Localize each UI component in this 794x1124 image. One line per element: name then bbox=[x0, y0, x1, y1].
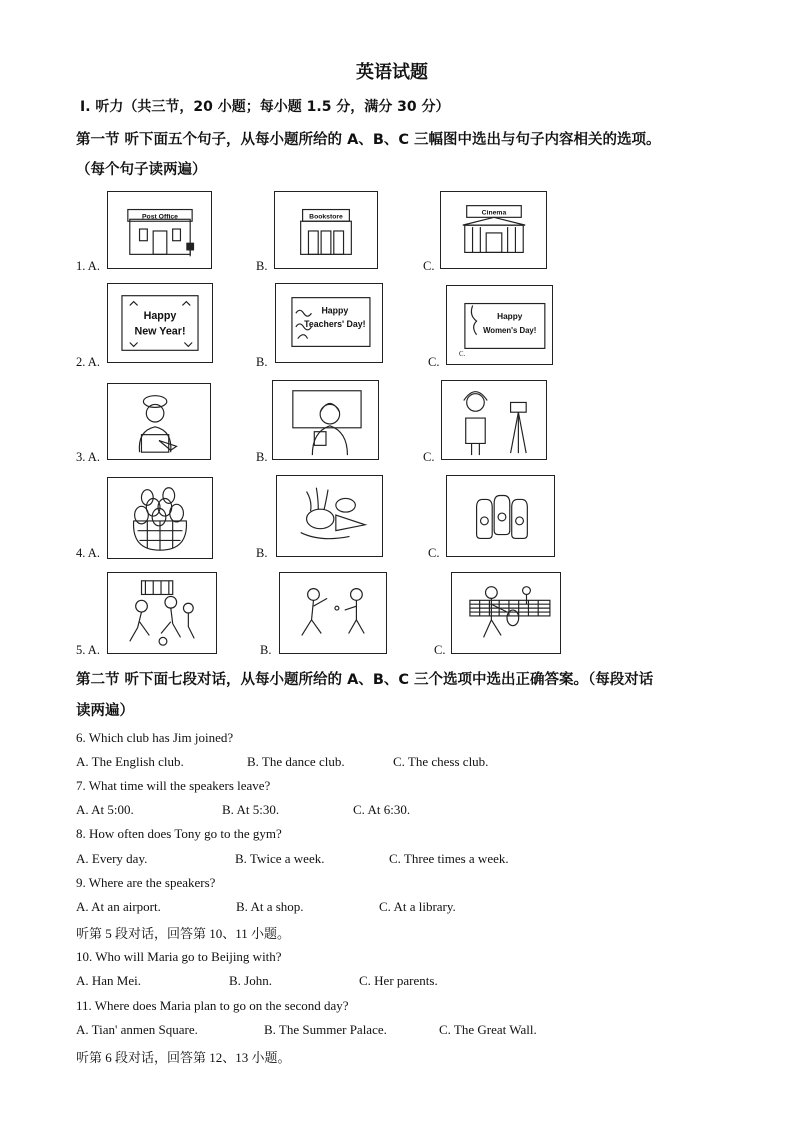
q7-option-c: C. At 6:30. bbox=[353, 802, 411, 817]
q10-option-b: B. John. bbox=[229, 973, 272, 988]
teachers-day-card-picture bbox=[275, 283, 383, 363]
section1-heading-cont: （每个句子读两遍） bbox=[76, 162, 207, 178]
page-title: 英语试题 bbox=[356, 62, 428, 83]
baseball-picture bbox=[279, 572, 387, 654]
q3-label-c: C. bbox=[423, 450, 435, 464]
womens-day-card-picture bbox=[446, 285, 553, 365]
q1-label-b: B. bbox=[256, 259, 268, 273]
part1-heading: Ⅰ. 听力（共三节，20 小题；每小题 1.5 分，满分 30 分） bbox=[80, 99, 450, 115]
question-10: 10. Who will Maria go to Beijing with? bbox=[76, 949, 282, 964]
new-year-card-picture bbox=[107, 283, 213, 363]
q5-label-c: C. bbox=[434, 643, 446, 657]
q8-option-b: B. Twice a week. bbox=[235, 851, 325, 866]
q2-label-c: C. bbox=[428, 355, 440, 369]
bookstore-sign: Bookstore bbox=[309, 213, 343, 221]
card-womens-day-text: Women's Day! bbox=[483, 325, 537, 335]
q9-option-b: B. At a shop. bbox=[236, 899, 304, 914]
question-8: 8. How often does Tony go to the gym? bbox=[76, 826, 282, 841]
dialogue-6-note: 听第 6 段对话，回答第 12、13 小题。 bbox=[76, 1050, 291, 1065]
card-teachers-day-text: Teachers' Day! bbox=[304, 318, 366, 329]
cook-picture bbox=[107, 383, 211, 460]
q6-option-a: A. The English club. bbox=[76, 754, 184, 769]
question-11: 11. Where does Maria plan to go on the second day? bbox=[76, 998, 349, 1013]
q7-option-a: A. At 5:00. bbox=[76, 802, 134, 817]
card-new-year-text: New Year! bbox=[134, 325, 186, 338]
q3-label-a: 3. A. bbox=[76, 450, 100, 464]
question-9: 9. Where are the speakers? bbox=[76, 875, 216, 890]
section2-heading-cont: 读两遍） bbox=[76, 703, 134, 719]
q8-option-c: C. Three times a week. bbox=[389, 851, 509, 866]
q9-option-a: A. At an airport. bbox=[76, 899, 161, 914]
vegetables-picture bbox=[276, 475, 383, 557]
card-happy-text: Happy bbox=[497, 312, 523, 322]
q11-option-b: B. The Summer Palace. bbox=[264, 1022, 387, 1037]
q8-option-a: A. Every day. bbox=[76, 851, 148, 866]
tennis-picture bbox=[451, 572, 561, 654]
q1-label-a: 1. A. bbox=[76, 259, 100, 273]
q10-option-c: C. Her parents. bbox=[359, 973, 438, 988]
q5-label-b: B. bbox=[260, 643, 272, 657]
card-corner-mark: C. bbox=[459, 351, 466, 359]
question-6: 6. Which club has Jim joined? bbox=[76, 730, 234, 745]
q2-label-b: B. bbox=[256, 355, 268, 369]
soccer-picture bbox=[107, 572, 217, 654]
dialogue-5-note: 听第 5 段对话，回答第 10、11 小题。 bbox=[76, 926, 291, 941]
q4-label-a: 4. A. bbox=[76, 546, 100, 560]
cinema-picture bbox=[440, 191, 547, 269]
q11-option-c: C. The Great Wall. bbox=[439, 1022, 537, 1037]
q4-label-c: C. bbox=[428, 546, 440, 560]
milk-bottles-picture bbox=[446, 475, 555, 557]
cinema-sign: Cinema bbox=[481, 209, 507, 217]
reporter-picture bbox=[441, 380, 547, 460]
post-office-picture bbox=[107, 191, 212, 269]
teacher-picture bbox=[272, 380, 379, 460]
bookstore-picture bbox=[274, 191, 378, 269]
q6-option-b: B. The dance club. bbox=[247, 754, 345, 769]
card-happy-text: Happy bbox=[321, 305, 349, 316]
section1-heading: 第一节 听下面五个句子，从每小题所给的 A、B、C 三幅图中选出与句子内容相关的选项。 bbox=[76, 132, 661, 148]
q11-option-a: A. Tian' anmen Square. bbox=[76, 1022, 198, 1037]
q5-label-a: 5. A. bbox=[76, 643, 100, 657]
q10-option-a: A. Han Mei. bbox=[76, 973, 141, 988]
egg-basket-picture bbox=[107, 477, 213, 559]
q6-option-c: C. The chess club. bbox=[393, 754, 489, 769]
q2-label-a: 2. A. bbox=[76, 355, 100, 369]
q3-label-b: B. bbox=[256, 450, 268, 464]
section2-heading: 第二节 听下面七段对话，从每小题所给的 A、B、C 三个选项中选出正确答案。（每段对话 bbox=[76, 672, 654, 688]
q1-label-c: C. bbox=[423, 259, 435, 273]
q9-option-c: C. At a library. bbox=[379, 899, 456, 914]
q4-label-b: B. bbox=[256, 546, 268, 560]
q7-option-b: B. At 5:30. bbox=[222, 802, 280, 817]
card-happy-text: Happy bbox=[143, 310, 177, 323]
question-7: 7. What time will the speakers leave? bbox=[76, 778, 271, 793]
post-office-sign: Post Office bbox=[142, 213, 178, 221]
